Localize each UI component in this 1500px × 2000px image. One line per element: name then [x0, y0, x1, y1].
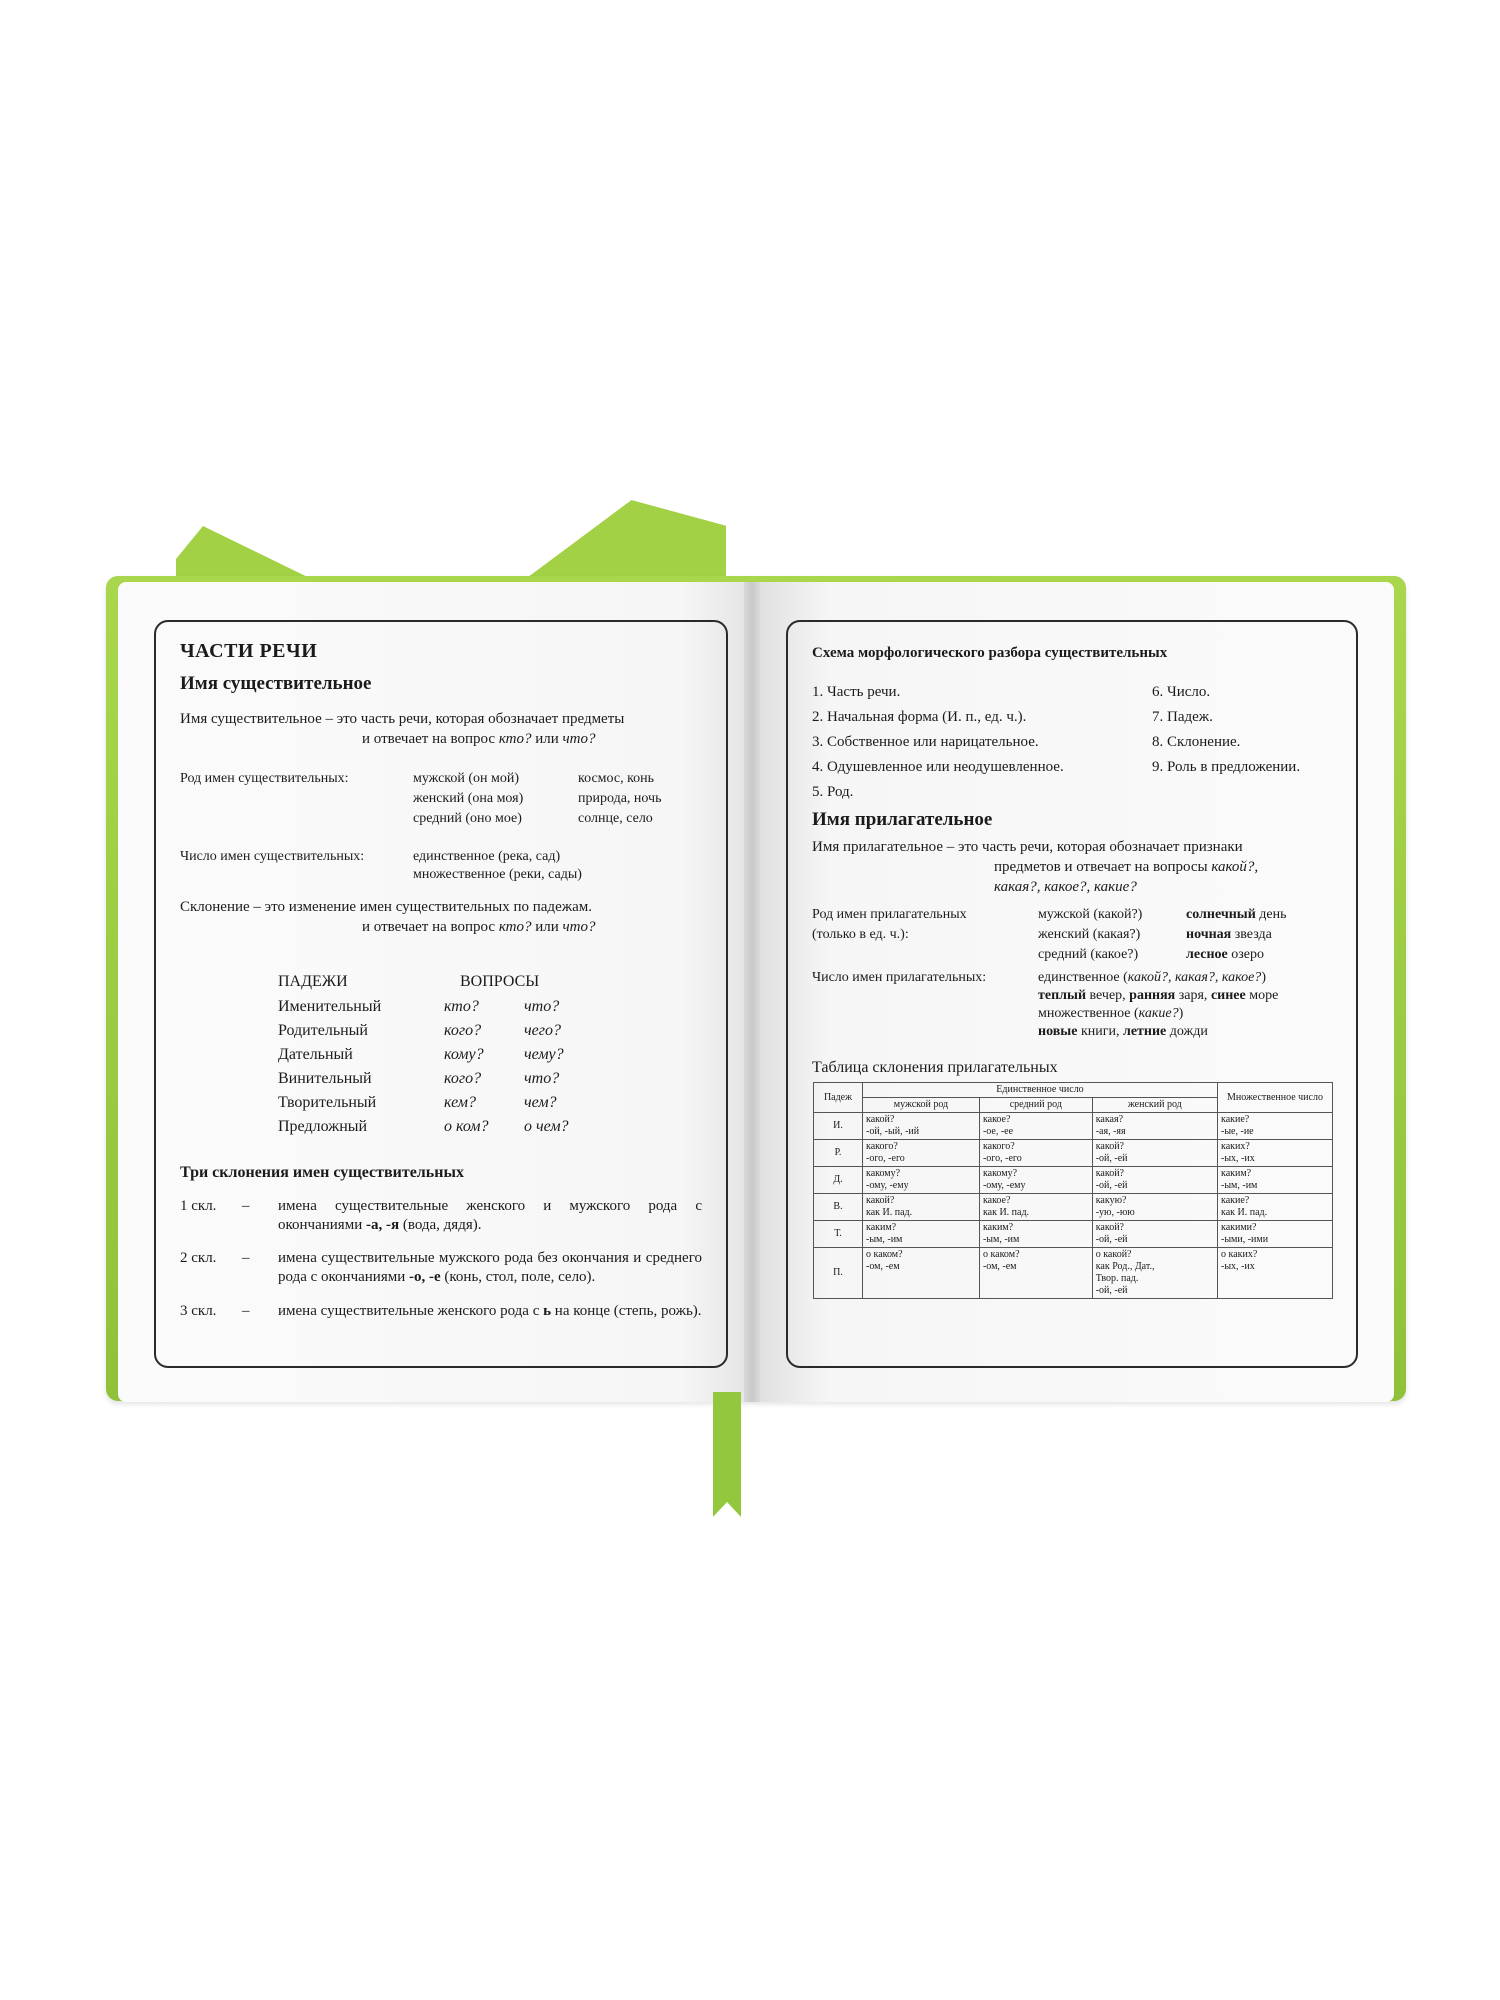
- section-title-adjective: Имя прилагательное: [812, 809, 993, 830]
- question-form: какой?: [866, 1195, 895, 1206]
- ending-form: -ое, -ее: [982, 1126, 1014, 1137]
- scheme-item: 4. Одушевленное или неодушевленное.: [812, 759, 1064, 775]
- question-form: какой?: [1095, 1141, 1124, 1152]
- question-form: какое?: [982, 1114, 1011, 1125]
- declension-label: 3 скл.: [180, 1303, 217, 1319]
- ending-form: -ым, -им: [982, 1234, 1020, 1245]
- adjective-definition-line3: какая?, какое?, какие?: [994, 879, 1137, 895]
- table-cell-fem: [1092, 1167, 1217, 1194]
- book-spine: [744, 582, 760, 1402]
- declension-text: имена существительные мужского рода без окончания и среднего рода с окончаниями -о, -е (конь, стол, поле, село).: [278, 1250, 702, 1285]
- ending-form: -ой, -ей: [1095, 1180, 1128, 1191]
- table-header-masc: мужской род: [863, 1098, 980, 1113]
- cases-header: ПАДЕЖИ: [278, 973, 348, 990]
- case-question: кем?: [444, 1094, 476, 1111]
- question-form: какому?: [982, 1168, 1018, 1179]
- table-cell-plur: [1218, 1167, 1333, 1194]
- declension-dash: –: [242, 1303, 250, 1319]
- page-title: ЧАСТИ РЕЧИ: [180, 640, 318, 662]
- question-form: каких?: [1221, 1141, 1250, 1152]
- table-cell-masc: [863, 1140, 980, 1167]
- table-cell-neut: [979, 1140, 1092, 1167]
- ending-form: -ом, -ем: [982, 1261, 1017, 1272]
- table-cell-plur: [1218, 1194, 1333, 1221]
- table-cell-plur: [1218, 1140, 1333, 1167]
- table-cell-masc: [863, 1113, 980, 1140]
- question-form: какой?: [866, 1114, 895, 1125]
- declension-definition-line1: Склонение – это изменение имен существительных по падежам.: [180, 899, 592, 915]
- declension-dash: –: [242, 1250, 250, 1266]
- case-name: Дательный: [278, 1046, 353, 1063]
- question-form: о каком?: [866, 1249, 903, 1260]
- adj-number-plural: множественное (какие?): [1038, 1006, 1184, 1021]
- question-form: о каком?: [982, 1249, 1020, 1260]
- case-question: кто?: [444, 998, 479, 1015]
- declension-label: 1 скл.: [180, 1198, 217, 1214]
- ending-form: -ому, -ему: [866, 1180, 909, 1191]
- ending-form: как И. пад.: [866, 1207, 913, 1218]
- ending-form: -ыми, -ими: [1221, 1234, 1269, 1245]
- question-form: какая?: [1095, 1114, 1124, 1125]
- table-header-fem: женский род: [1092, 1098, 1217, 1113]
- question-form: какому?: [866, 1168, 901, 1179]
- table-cell-neut: [979, 1248, 1092, 1299]
- ending-form: как И. пад.: [1221, 1207, 1268, 1218]
- noun-definition-line1: Имя существительное – это часть речи, которая обозначает предметы: [180, 711, 625, 727]
- noun-gender-value: средний (оно мое): [413, 811, 522, 826]
- scheme-item: 2. Начальная форма (И. п., ед. ч.).: [812, 709, 1027, 725]
- table-row: [814, 1221, 1333, 1248]
- table-row: [814, 1194, 1333, 1221]
- adj-gender-label: (только в ед. ч.):: [812, 927, 909, 942]
- case-name: Именительный: [278, 998, 382, 1015]
- table-cell-masc: [863, 1194, 980, 1221]
- ending-form: -ых, -их: [1221, 1153, 1255, 1164]
- scheme-item: 3. Собственное или нарицательное.: [812, 734, 1039, 750]
- noun-gender-value: мужской (он мой): [413, 771, 520, 786]
- case-question: что?: [524, 998, 560, 1015]
- case-question: чего?: [524, 1022, 561, 1039]
- question-form: какие?: [1221, 1114, 1250, 1125]
- scheme-item: 5. Род.: [812, 784, 854, 800]
- table-row: [814, 1113, 1333, 1140]
- case-question: кого?: [444, 1070, 482, 1087]
- case-name: Родительный: [278, 1022, 368, 1039]
- table-cell-plur: [1218, 1248, 1333, 1299]
- cover-ear-right: [516, 500, 726, 586]
- scheme-item: 8. Склонение.: [1152, 734, 1241, 750]
- question-form: какой?: [1095, 1222, 1124, 1233]
- table-cell-plur: [1218, 1113, 1333, 1140]
- table-header-singular: Единственное число: [863, 1083, 1218, 1098]
- table-body: [814, 1113, 1333, 1299]
- ending-form: -ую, -юю: [1095, 1207, 1135, 1218]
- table-cell-fem: [1092, 1194, 1217, 1221]
- case-question: чем?: [524, 1094, 557, 1111]
- adj-number-plural-examples: новые книги, летние дожди: [1038, 1024, 1208, 1039]
- adj-gender-value: средний (какое?): [1038, 947, 1139, 962]
- adj-number-singular: единственное (какой?, какая?, какое?): [1038, 970, 1266, 985]
- table-row: [814, 1248, 1333, 1299]
- declension-definition-line2: и отвечает на вопрос кто? или что?: [362, 919, 596, 935]
- ending-form: -ой, -ый, -ий: [866, 1126, 920, 1137]
- table-cell-neut: [979, 1113, 1092, 1140]
- ending-form: как Род., Дат.,: [1095, 1261, 1155, 1272]
- table-cell-masc: [863, 1167, 980, 1194]
- adj-gender-example: солнечный день: [1186, 907, 1287, 922]
- table-cell-neut: [979, 1221, 1092, 1248]
- question-form: каким?: [982, 1222, 1014, 1233]
- question-form: какого?: [982, 1141, 1015, 1152]
- ending-form: -ой, -ей: [1095, 1153, 1128, 1164]
- adj-number-singular-examples: теплый вечер, ранняя заря, синее море: [1038, 988, 1279, 1003]
- section-title-noun: Имя существительное: [180, 673, 372, 694]
- table-cell-neut: [979, 1194, 1092, 1221]
- table-cell-masc: [863, 1221, 980, 1248]
- table-cell-case: В.: [814, 1194, 863, 1221]
- adjective-declension-table: [813, 1082, 1333, 1299]
- table-cell-case: Р.: [814, 1140, 863, 1167]
- three-declensions-title: Три склонения имен существительных: [180, 1164, 464, 1181]
- ending-form: -ым, -им: [1221, 1180, 1258, 1191]
- adjective-definition-line2: предметов и отвечает на вопросы какой?,: [994, 859, 1259, 875]
- question-form: какую?: [1095, 1195, 1127, 1206]
- table-cell-case: П.: [814, 1248, 863, 1299]
- table-cell-plur: [1218, 1221, 1333, 1248]
- ending-form: -ых, -их: [1221, 1261, 1255, 1272]
- adj-gender-value: женский (какая?): [1038, 927, 1141, 942]
- ending-form: -ом, -ем: [866, 1261, 900, 1272]
- table-cell-case: И.: [814, 1113, 863, 1140]
- table-row: [814, 1140, 1333, 1167]
- case-question: о чем?: [524, 1118, 569, 1135]
- scheme-title: Схема морфологического разбора существительных: [812, 645, 1168, 661]
- table-cell-fem: [1092, 1248, 1217, 1299]
- adj-number-label: Число имен прилагательных:: [812, 970, 987, 985]
- declension-dash: –: [242, 1198, 250, 1214]
- question-form: каким?: [1221, 1168, 1252, 1179]
- ending-form: -ой, -ей: [1095, 1234, 1128, 1245]
- noun-gender-example: природа, ночь: [578, 791, 662, 806]
- scheme-item: 6. Число.: [1152, 684, 1211, 700]
- scheme-item: 9. Роль в предложении.: [1152, 759, 1301, 775]
- noun-gender-label: Род имен существительных:: [180, 771, 349, 786]
- noun-number-value: множественное (реки, сады): [413, 867, 582, 882]
- ending-form: -ым, -им: [866, 1234, 903, 1245]
- adj-gender-example: лесное озеро: [1186, 947, 1264, 962]
- adj-gender-label: Род имен прилагательных: [812, 907, 967, 922]
- noun-number-value: единственное (река, сад): [413, 849, 561, 864]
- ending-form: -ого, -его: [866, 1153, 905, 1164]
- questions-header: ВОПРОСЫ: [460, 973, 540, 990]
- adjective-definition-line1: Имя прилагательное – это часть речи, которая обозначает признаки: [812, 839, 1243, 855]
- case-name: Винительный: [278, 1070, 372, 1087]
- ending-form: -ые, -ие: [1221, 1126, 1254, 1137]
- declension-text: имена существительные женского и мужского рода с окончаниями -а, -я (вода, дядя).: [278, 1198, 702, 1233]
- table-cell-case: Т.: [814, 1221, 863, 1248]
- table-header-case: Падеж: [814, 1083, 863, 1113]
- question-form: какого?: [866, 1141, 898, 1152]
- question-form: о каких?: [1221, 1249, 1258, 1260]
- ending-form: -ому, -ему: [982, 1180, 1026, 1191]
- table-cell-neut: [979, 1167, 1092, 1194]
- question-form: какие?: [1221, 1195, 1250, 1206]
- ending-form: -ого, -его: [982, 1153, 1022, 1164]
- case-name: Предложный: [278, 1118, 368, 1135]
- noun-gender-value: женский (она моя): [413, 791, 524, 806]
- question-form: о какой?: [1095, 1249, 1132, 1260]
- question-form: каким?: [866, 1222, 897, 1233]
- declension-table-title: Таблица склонения прилагательных: [812, 1059, 1058, 1076]
- case-question: что?: [524, 1070, 560, 1087]
- noun-gender-example: космос, конь: [578, 771, 655, 786]
- ending-form: как И. пад.: [982, 1207, 1030, 1218]
- case-name: Творительный: [278, 1094, 377, 1111]
- case-question: кому?: [444, 1046, 484, 1063]
- noun-gender-example: солнце, село: [578, 811, 653, 826]
- question-form: какое?: [982, 1195, 1011, 1206]
- ending-form: -ой, -ей: [1095, 1285, 1128, 1296]
- scheme-item: 1. Часть речи.: [812, 684, 901, 700]
- adj-gender-example: ночная звезда: [1186, 927, 1272, 942]
- table-cell-fem: [1092, 1113, 1217, 1140]
- table-header-row: [814, 1083, 1333, 1098]
- declension-text: имена существительные женского рода с ь на конце (степь, рожь).: [278, 1303, 702, 1319]
- table-cell-fem: [1092, 1140, 1217, 1167]
- table-cell-masc: [863, 1248, 980, 1299]
- adj-gender-value: мужской (какой?): [1038, 907, 1143, 922]
- declension-label: 2 скл.: [180, 1250, 217, 1266]
- noun-number-label: Число имен существительных:: [180, 849, 365, 864]
- ending-form: Твор. пад.: [1095, 1273, 1139, 1284]
- noun-definition-line2: и отвечает на вопрос кто? или что?: [362, 731, 596, 747]
- table-header-plural: Множественное число: [1218, 1083, 1333, 1113]
- question-form: какими?: [1221, 1222, 1257, 1233]
- question-form: какой?: [1095, 1168, 1124, 1179]
- case-question: чему?: [524, 1046, 564, 1063]
- ending-form: -ая, -яя: [1095, 1126, 1126, 1137]
- bookmark-ribbon[interactable]: [713, 1392, 741, 1517]
- case-question: кого?: [444, 1022, 482, 1039]
- table-cell-case: Д.: [814, 1167, 863, 1194]
- scheme-item: 7. Падеж.: [1152, 709, 1213, 725]
- table-row: [814, 1167, 1333, 1194]
- case-question: о ком?: [444, 1118, 489, 1135]
- table-header-neut: средний род: [979, 1098, 1092, 1113]
- table-cell-fem: [1092, 1221, 1217, 1248]
